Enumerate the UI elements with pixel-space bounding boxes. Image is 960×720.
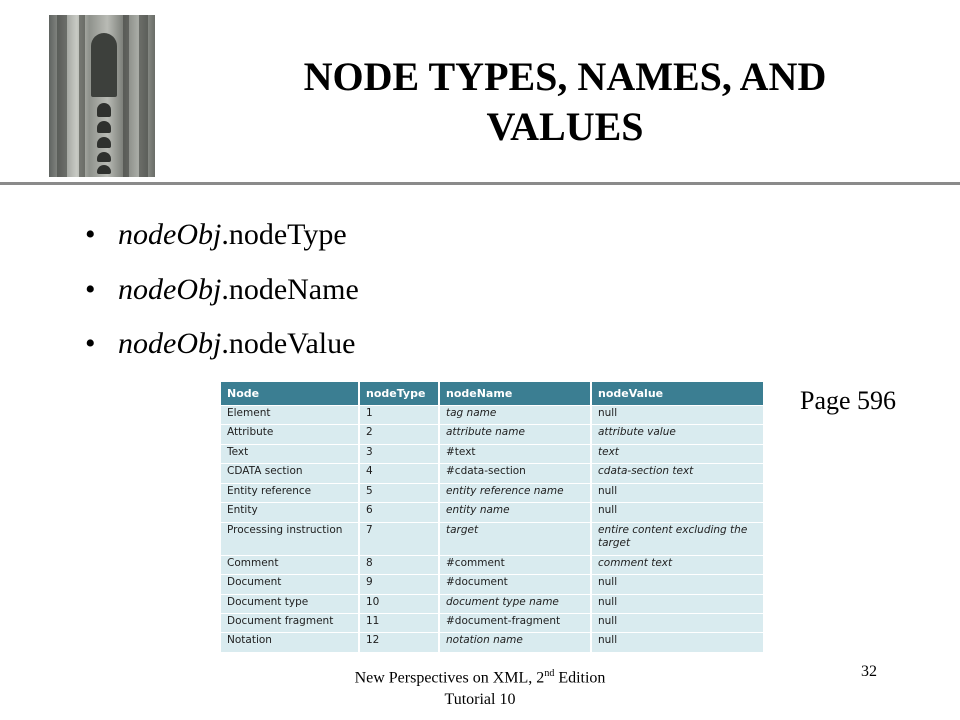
header-nodevalue: nodeValue [591,382,763,406]
cell-node: Entity reference [221,483,359,502]
cell-nodetype: 8 [359,555,439,574]
bullet-item [85,218,359,252]
header-node: Node [221,382,359,406]
cell-nodetype: 2 [359,425,439,444]
table-row [221,464,763,483]
cell-nodetype: 4 [359,464,439,483]
footer-tutorial: Tutorial 10 [444,691,516,709]
cell-nodevalue: comment text [591,555,763,574]
cell-nodename: target [439,522,591,555]
cell-node: Document [221,575,359,594]
cell-nodetype: 1 [359,406,439,425]
cell-nodename: #document [439,575,591,594]
cell-node: Comment [221,555,359,574]
bullet-object: nodeObj [118,327,222,360]
page-reference: Page 596 [800,386,897,415]
bullet-dot: • [85,218,96,251]
table-row [221,614,763,633]
cell-nodetype: 12 [359,633,439,652]
cell-node: CDATA section [221,464,359,483]
bullet-object: nodeObj [118,218,222,251]
slide-title: NODE TYPES, NAMES, AND VALUES [303,54,827,149]
footer-text [330,663,630,711]
table-row [221,483,763,502]
cell-node: Element [221,406,359,425]
table-row [221,633,763,652]
cell-node: Document fragment [221,614,359,633]
title-divider [0,182,960,185]
cell-nodename: #document-fragment [439,614,591,633]
slide-number: 32 [861,663,877,680]
table-row [221,594,763,613]
footer-edition-sup: nd [544,668,555,679]
cell-nodevalue: text [591,444,763,463]
cell-nodevalue: null [591,594,763,613]
cell-nodename: attribute name [439,425,591,444]
bullet-list [85,218,359,382]
cell-nodename: #text [439,444,591,463]
cell-nodevalue: null [591,575,763,594]
cell-nodename: notation name [439,633,591,652]
cell-nodevalue: attribute value [591,425,763,444]
cell-nodetype: 11 [359,614,439,633]
cell-nodename: entity reference name [439,483,591,502]
building-photo [49,15,155,177]
node-types-table [221,382,763,652]
cell-nodetype: 9 [359,575,439,594]
cell-nodevalue: null [591,503,763,522]
cell-nodevalue: null [591,614,763,633]
cell-node: Processing instruction [221,522,359,555]
bullet-item [85,327,359,361]
footer-book-title: New Perspectives on XML, 2 [354,669,545,687]
cell-nodename: tag name [439,406,591,425]
bullet-object: nodeObj [118,272,222,306]
cell-nodevalue: null [591,483,763,502]
cell-nodename: #cdata-section [439,464,591,483]
header-nodename: nodeName [439,382,591,406]
cell-nodename: document type name [439,594,591,613]
cell-node: Notation [221,633,359,652]
cell-nodetype: 7 [359,522,439,555]
cell-nodevalue: null [591,633,763,652]
bullet-item [85,273,359,307]
cell-node: Text [221,444,359,463]
table-row [221,522,763,555]
cell-nodetype: 5 [359,483,439,502]
cell-nodetype: 6 [359,503,439,522]
bullet-property: .nodeName [221,272,359,306]
cell-nodevalue: cdata-section text [591,464,763,483]
cell-node: Entity [221,503,359,522]
cell-nodename: entity name [439,503,591,522]
cell-nodevalue: null [591,406,763,425]
table-row [221,406,763,425]
table-header-row [221,382,763,406]
cell-nodevalue: entire content excluding the target [591,522,763,555]
bullet-dot: • [85,272,96,306]
cell-nodetype: 3 [359,444,439,463]
table-row [221,503,763,522]
cell-node: Attribute [221,425,359,444]
table-row [221,425,763,444]
header-nodetype: nodeType [359,382,439,406]
table-row [221,444,763,463]
bullet-property: .nodeType [221,218,347,251]
footer-edition: Edition [554,669,606,687]
cell-node: Document type [221,594,359,613]
cell-nodetype: 10 [359,594,439,613]
bullet-dot: • [85,327,96,360]
bullet-property: .nodeValue [221,327,356,360]
table-row [221,555,763,574]
cell-nodename: #comment [439,555,591,574]
table-row [221,575,763,594]
